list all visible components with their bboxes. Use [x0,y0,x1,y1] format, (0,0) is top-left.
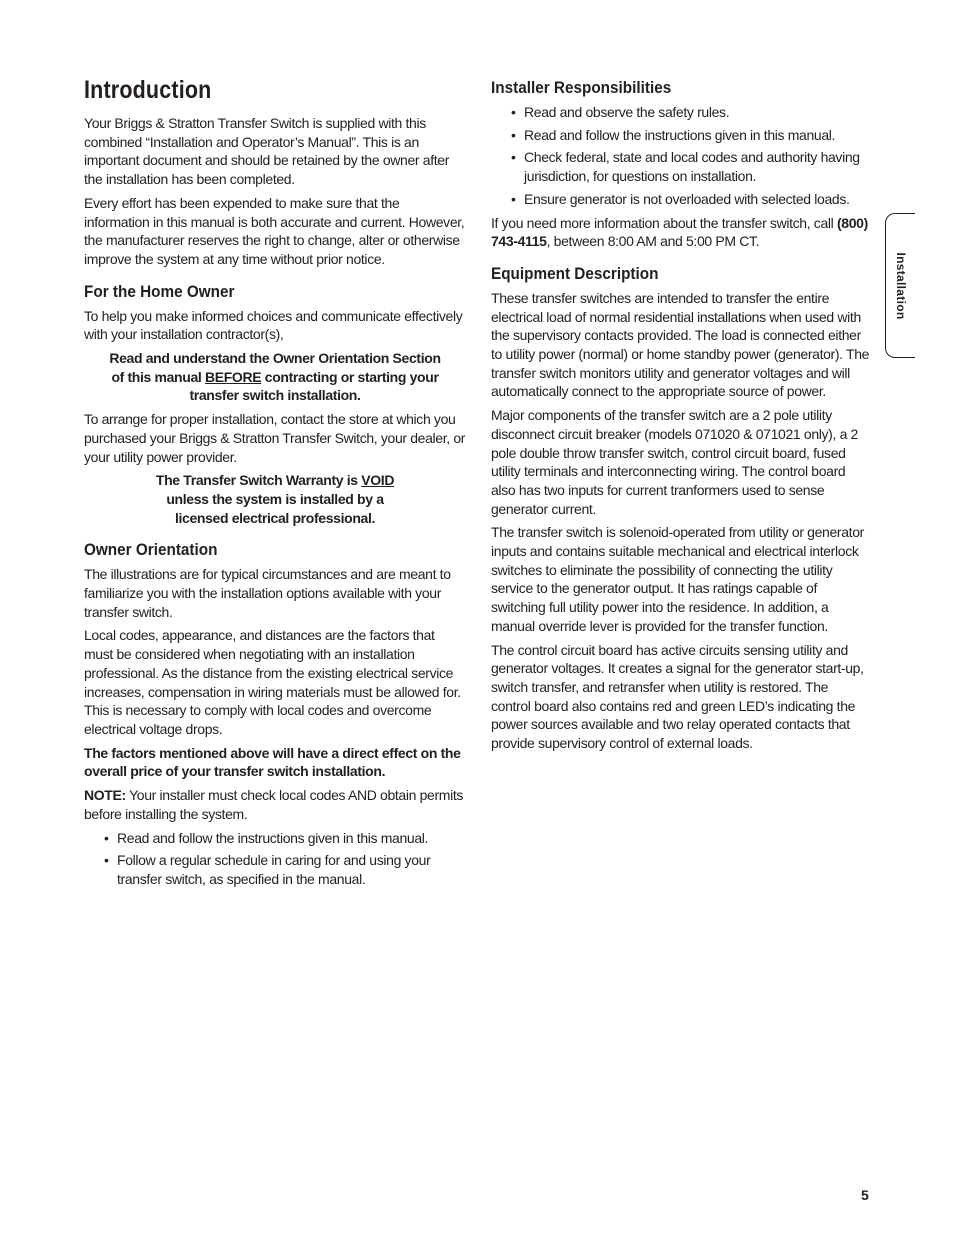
bullet-icon: • [511,190,516,207]
list-item-text: Read and observe the safety rules. [524,104,730,120]
owner-orientation-paragraph-2: Local codes, appearance, and distances are the factors that must be considered when negotiating with an installation professional. As the distance from the existing electrical service increases, compensation in wiring materials must be allowed for. This is necessary to comply with local codes and overcome electrical voltage drops. [84,627,461,737]
list-item [491,126,871,145]
contact-text-post: , between 8:00 AM and 5:00 PM CT. [546,233,760,250]
owner-orientation-heading: Owner Orientation [84,540,218,560]
equipment-heading: Equipment Description [491,263,659,283]
bullet-icon: • [104,829,109,846]
list-item-text: Ensure generator is not overloaded with selected loads. [524,190,850,207]
list-item-text: Read and follow the instructions given in this manual. [524,126,836,143]
orientation-notice-post: contracting or starting your [261,368,439,385]
bullet-icon: • [511,149,516,166]
page-number: 5 [861,1187,869,1203]
owner-orientation-paragraph-1: The illustrations are for typical circumstances and are meant to familiarize you with the installation options available with your transfer switch. [84,566,451,620]
orientation-notice-line-1: Read and understand the Owner Orientation Section [109,350,441,367]
installer-heading: Installer Responsibilities [491,78,672,97]
warranty-notice [84,471,466,527]
owner-bullet-list [84,829,466,889]
orientation-notice-pre: of this manual [111,368,205,385]
contact-paragraph [491,214,871,251]
page-title: Introduction [84,76,212,104]
intro-paragraph-2: Every effort has been expended to make sure that the information in this manual is both accurate and current. However, the manufacturer reserves the right to change, alter or otherwise improve the system at any time without prior notice. [84,194,465,267]
list-item-text: Read and follow the instructions given in this manual. [117,829,429,846]
home-owner-heading: For the Home Owner [84,281,235,301]
right-column [491,78,871,758]
phone-number: (800) 743-4115 [491,214,868,250]
home-owner-paragraph-2: To arrange for proper installation, contact the store at which you purchased your Briggs & Stratton Transfer Switch, your dealer, or your utility power provider. [84,411,466,465]
warranty-notice-pre: The Transfer Switch Warranty is [155,472,362,489]
note-text: Your installer must check local codes AND obtain permits before installing the system. [84,787,464,822]
warranty-notice-line-2: unless the system is installed by a [166,490,384,507]
list-item-text: Follow a regular schedule in caring for and using your transfer switch, as specified in the manual. [117,852,431,887]
home-owner-paragraph-1: To help you make informed choices and communicate effectively with your installation contractor(s), [84,307,463,343]
equipment-paragraph-2: Major components of the transfer switch are a 2 pole utility disconnect circuit breaker (models 071020 & 071021 only), a 2 pole double throw transfer switch, control circuit board, fused utility terminals and interconnecting wiring. The control board also has two inputs for current tranformers used to sense generator current. [491,407,858,517]
side-tab-label: Installation [893,252,908,319]
list-item [84,829,466,848]
list-item [491,190,871,209]
orientation-notice [84,349,466,405]
orientation-notice-line-3: transfer switch installation. [189,387,361,404]
installer-note [84,786,466,823]
installer-bullet-list [491,103,871,209]
price-notice: The factors mentioned above will have a direct effect on the overall price of your transfer switch installation. [84,744,461,780]
left-column [84,76,466,894]
warranty-notice-line-3: licensed electrical professional. [174,509,376,526]
section-side-tab [885,213,915,358]
bullet-icon: • [511,104,516,120]
note-label: NOTE: [84,787,126,804]
list-item-text: Check federal, state and local codes and authority having jurisdiction, for questions on installation. [524,149,860,185]
bullet-icon: • [511,126,516,143]
contact-text-pre: If you need more information about the transfer switch, call [491,214,837,231]
bullet-icon: • [104,852,109,869]
intro-paragraph-1: Your Briggs & Stratton Transfer Switch is supplied with this combined “Installation and Operator’s Manual”. This is an important document and should be retained by the owner after the installation has been completed. [84,115,450,188]
void-emphasis: VOID [361,472,395,489]
list-item [491,148,871,185]
before-emphasis: BEFORE [204,368,262,385]
list-item [491,103,871,122]
list-item [84,851,466,888]
equipment-paragraph-1: These transfer switches are intended to transfer the entire electrical load of normal residential installations when used with the supervisory contacts provided. The load is connected either to utility power (normal) or home standby power (generator). The transfer switch monitors utility and generator voltages and will automatically connect to the appropriate source of power. [491,289,870,400]
equipment-paragraph-4: The control circuit board has active circuits sensing utility and generator voltages. It creates a signal for the generator start-up, switch transfer, and retransfer when utility is restored. The control board also contains red and green LED’s indicating the power sources available and two relay operated contacts that provide supervisory control of external loads. [491,641,864,752]
equipment-paragraph-3: The transfer switch is solenoid-operated from utility or generator inputs and contains suitable mechanical and electrical interlock switches to eliminate the possibility of connecting the utility service to the generator output. It has ratings capable of switching full utility power into the residence. In addition, a manual override lever is provided for the transfer function. [491,524,864,634]
